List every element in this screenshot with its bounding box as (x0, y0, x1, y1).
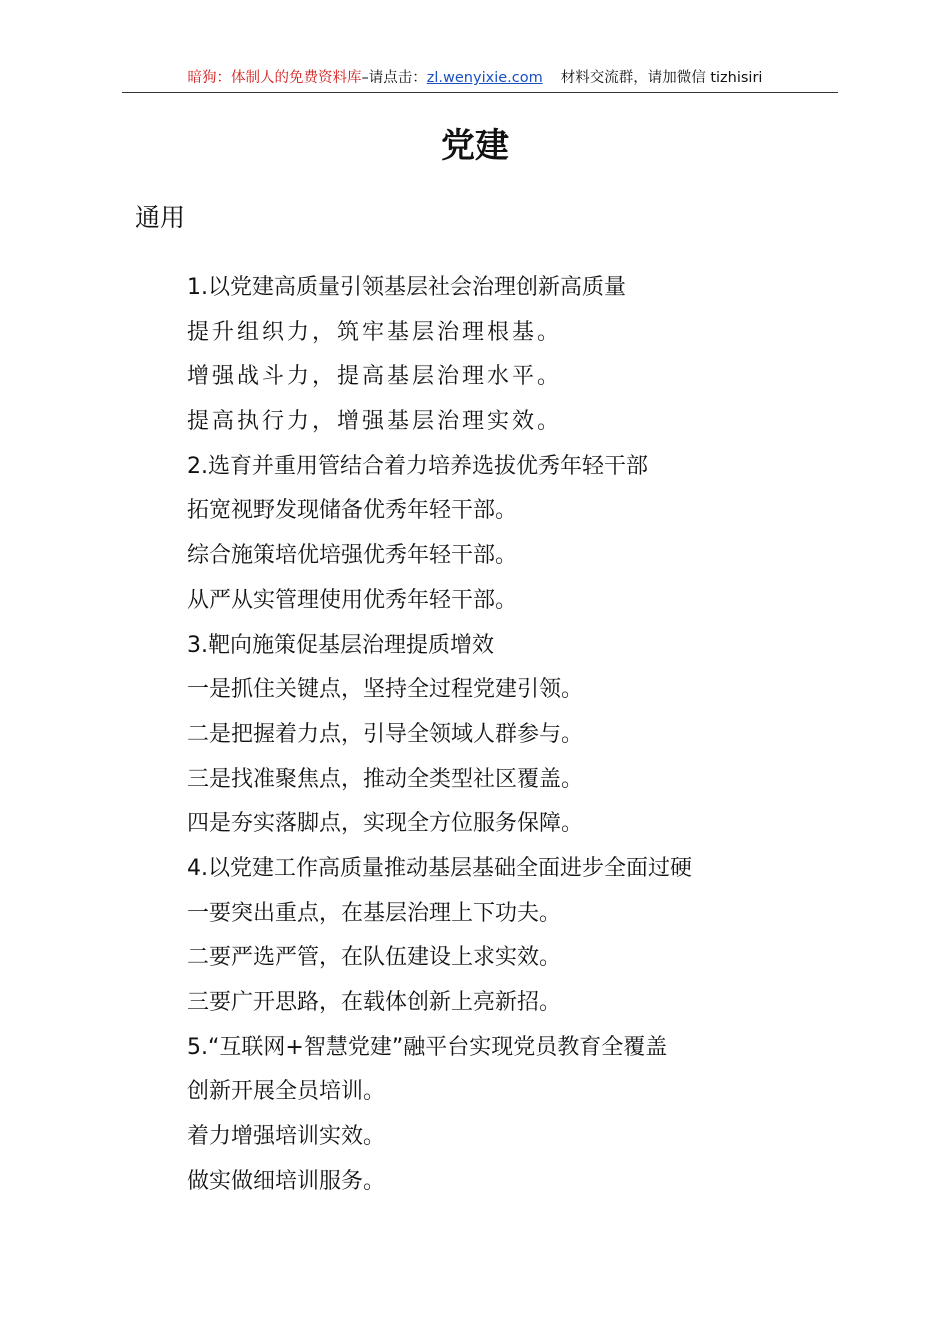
header-divider (122, 92, 838, 93)
topic-1-point: 提高执行力，增强基层治理实效。 (187, 409, 563, 435)
page-title: 党建 (441, 126, 509, 166)
topic-heading-4: 4.以党建工作高质量推动基层基础全面进步全面过硬 (187, 855, 692, 881)
topic-heading-5: 5.“互联网+智慧党建”融平台实现党员教育全覆盖 (187, 1034, 668, 1060)
page-header (0, 68, 950, 88)
header-prompt: –请点击： (361, 70, 427, 86)
topic-1-point: 增强战斗力，提高基层治理水平。 (187, 364, 563, 390)
section-heading: 通用 (135, 203, 186, 232)
topic-4-point: 三要广开思路，在载体创新上亮新招。 (187, 990, 562, 1015)
topic-heading-1: 1.以党建高质量引领基层社会治理创新高质量 (187, 275, 626, 300)
topic-4-point: 二要严选严管，在队伍建设上求实效。 (187, 945, 562, 971)
header-link[interactable]: zl.wenyixie.com (426, 70, 543, 86)
topic-3-point: 三是找准聚焦点，推动全类型社区覆盖。 (187, 766, 584, 792)
topic-5-point: 着力增强培训实效。 (187, 1124, 386, 1150)
topic-5-point: 做实做细培训服务。 (187, 1168, 386, 1194)
topic-3-point: 一是抓住关键点，坚持全过程党建引领。 (187, 677, 584, 703)
topic-3-point: 二是把握着力点，引导全领域人群参与。 (187, 721, 584, 747)
header-contact: 材料交流群，请加微信 tizhisiri (560, 70, 763, 86)
topic-4-point: 一要突出重点，在基层治理上下功夫。 (187, 900, 562, 926)
topic-5-point: 创新开展全员培训。 (187, 1079, 386, 1105)
header-brand: 暗狗：体制人的免费资料库 (187, 70, 362, 86)
topic-2-point: 综合施策培优培强优秀年轻干部。 (187, 543, 518, 569)
topic-heading-3: 3.靶向施策促基层治理提质增效 (187, 632, 494, 658)
topic-2-point: 从严从实管理使用优秀年轻干部。 (187, 587, 518, 613)
topic-3-point: 四是夯实落脚点，实现全方位服务保障。 (187, 811, 584, 837)
topic-1-point: 提升组织力，筑牢基层治理根基。 (187, 319, 563, 345)
topic-outline (187, 270, 887, 1208)
topic-heading-2: 2.选育并重用管结合着力培养选拔优秀年轻干部 (187, 453, 648, 479)
topic-2-point: 拓宽视野发现储备优秀年轻干部。 (187, 498, 518, 524)
